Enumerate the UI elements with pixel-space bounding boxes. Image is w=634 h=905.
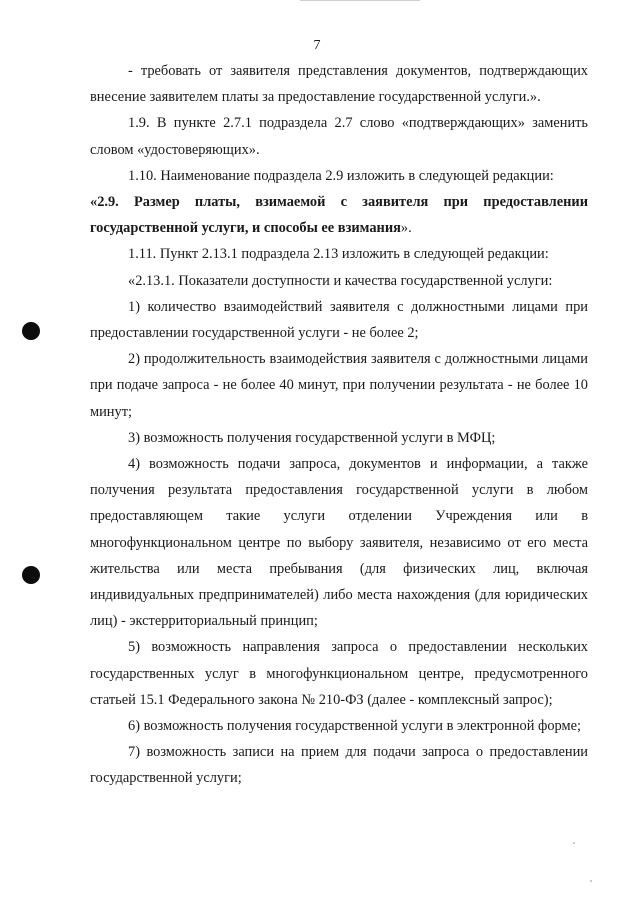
paragraph-1-9: 1.9. В пункте 2.7.1 подраздела 2.7 слово «подтверждающих» заменить словом «удостоверяющих». <box>90 115 588 158</box>
list-item-2: 2) продолжительность взаимодействия заявителя с должностными лицами при подаче запроса - не более 40 минут, при получении результата - не более 10 минут; <box>90 351 588 420</box>
list-item-7: 7) возможность записи на прием для подачи запроса о предоставлении государственной услуги; <box>90 744 588 787</box>
list-item-5: 5) возможность направления запроса о предоставлении нескольких государственных услуг в многофункциональном центре, предусмотренного статьей 15.1 Федерального закона № 210-ФЗ (далее - комплексный запрос); <box>90 639 588 708</box>
paragraph-2-13-1: «2.13.1. Показатели доступности и качества государственной услуги: <box>128 272 553 289</box>
punch-hole-bottom <box>22 566 40 584</box>
document-body <box>90 58 588 792</box>
paragraph-1-10: 1.10. Наименование подраздела 2.9 изложить в следующей редакции: <box>128 167 554 184</box>
list-item-6: 6) возможность получения государственной услуги в электронной форме; <box>128 718 582 735</box>
page-number: 7 <box>313 38 321 53</box>
section-heading-tail: ». <box>400 220 412 237</box>
paragraph-1-11: 1.11. Пункт 2.13.1 подраздела 2.13 изложить в следующей редакции: <box>128 246 549 263</box>
paragraph-requirement-tail: - требовать от заявителя представления документов, подтверждающих внесение заявителем платы за предоставление государственной услуги.». <box>90 63 588 106</box>
list-item-3: 3) возможность получения государственной услуги в МФЦ; <box>128 429 496 446</box>
section-heading-2-9 <box>90 189 588 241</box>
section-heading-text: «2.9. Размер платы, взимаемой с заявителя при предоставлении государственной услуги, и способы ее взимания <box>90 194 588 237</box>
scan-speck <box>573 842 575 844</box>
scan-artifact-line <box>300 0 420 1</box>
punch-hole-top <box>22 322 40 340</box>
list-item-1: 1) количество взаимодействий заявителя с должностными лицами при предоставлении государственной услуги - не более 2; <box>90 298 588 342</box>
list-item-4: 4) возможность подачи запроса, документов и информации, а также получения результата предоставления государственной услуги в любом предоставляющем такие услуги отделении Учреждения или в многофункциональном центре по выбору заявителя, независимо от его места жительства или места пребывания (для физических лиц, включая индивидуальных предпринимателей) либо места нахождения (для юридических лиц) - экстерриториальный принцип; <box>90 456 588 630</box>
scan-speck <box>590 880 592 882</box>
